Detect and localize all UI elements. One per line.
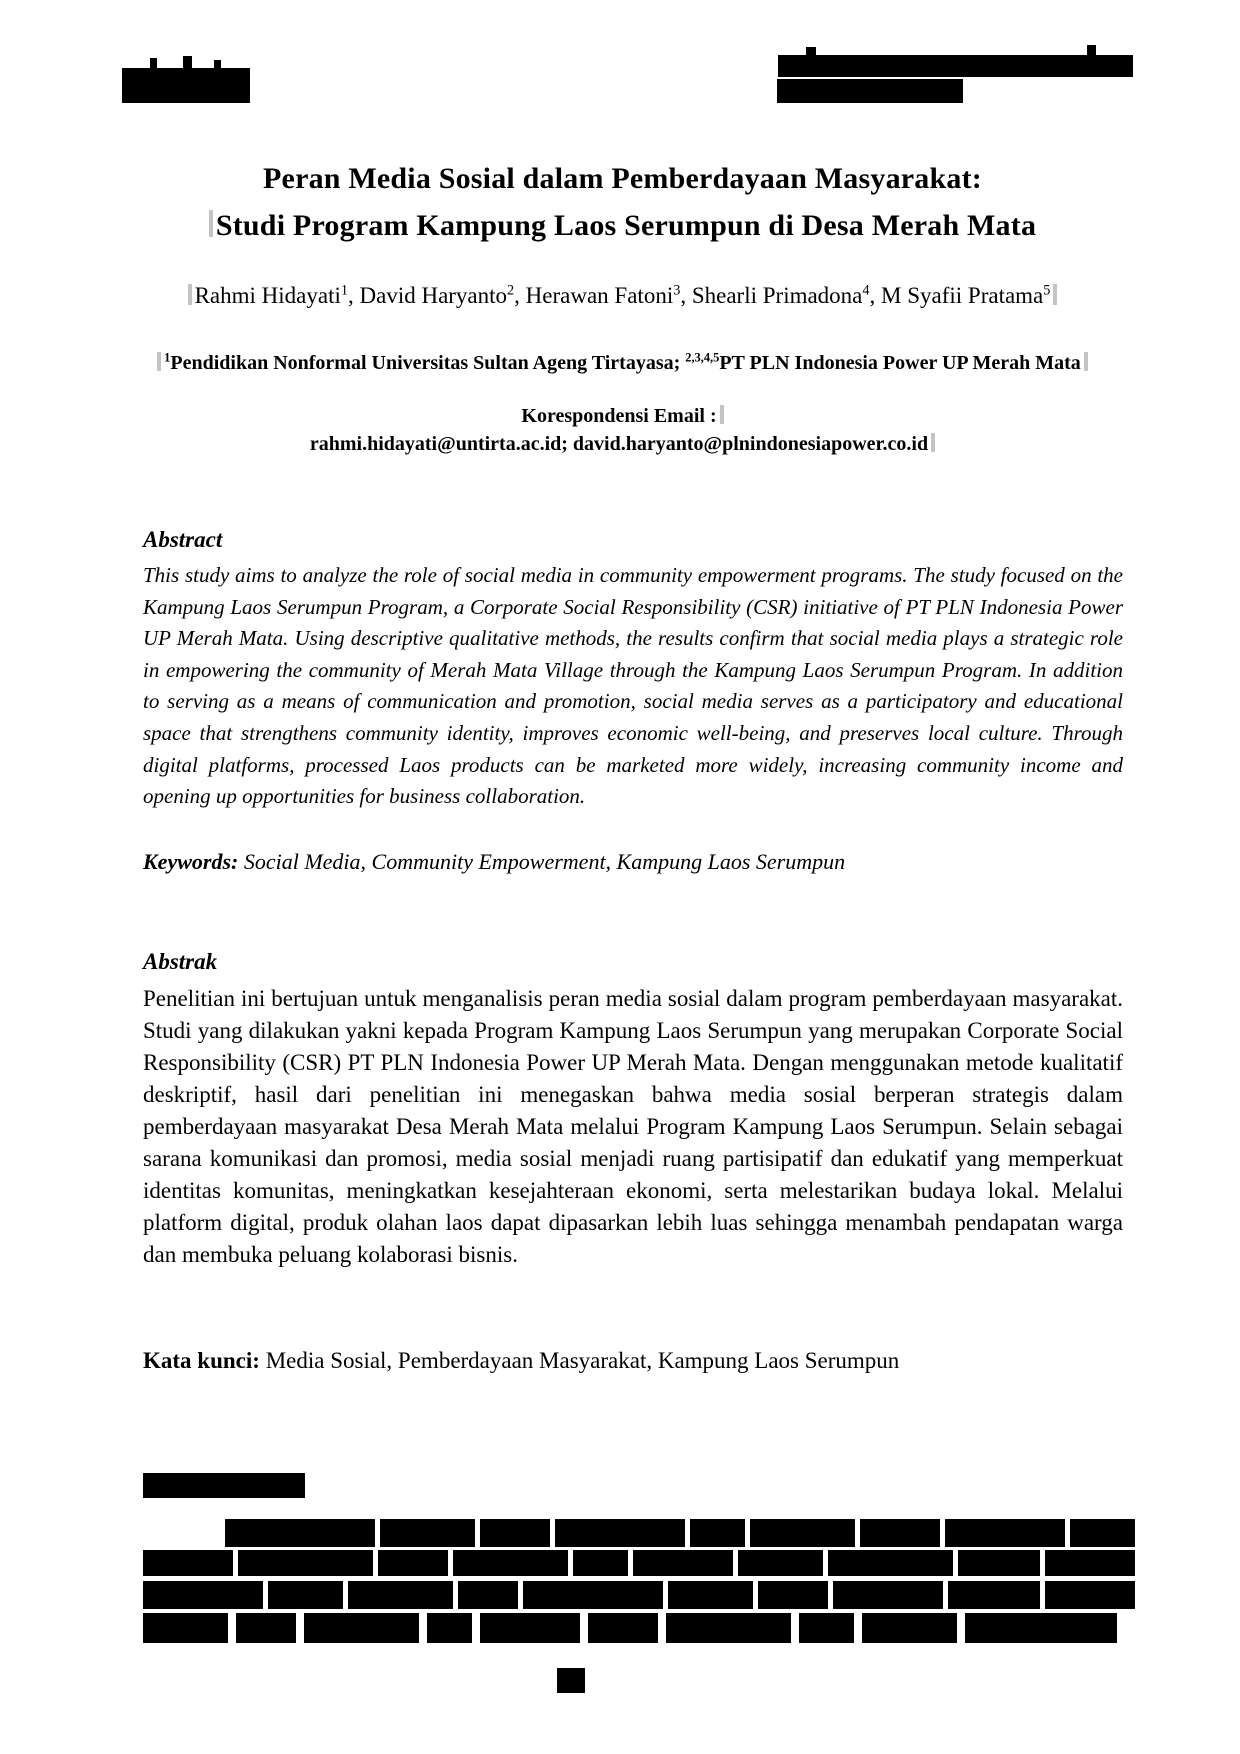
keywords-en-text: Social Media, Community Empowerment, Kampung Laos Serumpun xyxy=(238,849,846,874)
author: Rahmi Hidayati$^1$, xyxy=(194,282,354,308)
affiliation-superscript: 1 xyxy=(164,350,171,365)
redacted-masthead-line1 xyxy=(778,55,1133,77)
redacted-section-heading xyxy=(143,1473,305,1498)
keywords-en-line xyxy=(143,849,1123,875)
author: M Syafii Pratama$^5$ xyxy=(881,282,1051,308)
abstract-en-body: This study aims to analyze the role of social media in community empowerment programs. The study focused on the Kampung Laos Serumpun Program, a Corporate Social Responsibility (CSR) initiative of PT PLN Indonesia Power UP Merah Mata. Using descriptive qualitative methods, the results confirm that social media plays a strategic role in empowering the community of Merah Mata Village through the Kampung Laos Serumpun Program. In addition to serving as a means of communication and promotion, social media serves as a participatory and educational space that strengthens community identity, improves economic well-being, and preserves local culture. Through digital platforms, processed Laos products can be marketed more widely, increasing community income and opening up opportunities for business collaboration. xyxy=(143,563,1123,809)
authors-line xyxy=(130,278,1115,314)
redacted-logo xyxy=(122,68,250,103)
author-superscript: 2 xyxy=(507,282,515,299)
redacted-paragraph-line xyxy=(143,1613,1135,1643)
redacted-logo-fragment xyxy=(150,58,157,68)
keywords-en-label: Keywords: xyxy=(143,849,239,874)
author: Shearli Primadona$^4$, xyxy=(691,282,876,308)
redacted-masthead-line2 xyxy=(777,79,963,103)
redacted-masthead-fragment xyxy=(1087,45,1096,55)
correspondence-label: Korespondensi Email : xyxy=(130,405,1115,428)
affiliation-1: Pendidikan Nonformal Universitas Sultan Ageng Tirtayasa; xyxy=(170,352,686,374)
keywords-id-text: Media Sosial, Pemberdayaan Masyarakat, Kampung Laos Serumpun xyxy=(259,1348,900,1373)
abstract-en-heading: Abstract xyxy=(143,527,223,552)
paper-title-line1: Peran Media Sosial dalam Pemberdayaan Masyarakat: xyxy=(263,162,982,195)
author-superscript: 1 xyxy=(340,282,348,299)
keywords-id-line xyxy=(143,1348,1123,1374)
abstract-id-body: Penelitian ini bertujuan untuk menganalisis peran media sosial dalam program pemberdayaan masyarakat. Studi yang dilakukan yakni kepada Program Kampung Laos Serumpun yang merupakan Corporate Social Responsibility (CSR) PT PLN Indonesia Power UP Merah Mata. Dengan menggunakan metode kualitatif deskriptif, hasil dari penelitian ini menegaskan bahwa media sosial berperan strategis dalam pemberdayaan masyarakat Desa Merah Mata melalui Program Kampung Laos Serumpun. Selain sebagai sarana komunikasi dan promosi, media sosial menjadi ruang partisipatif dan edukatif yang memperkuat identitas komunitas, meningkatkan kesejahteraan ekonomi, serta melestarikan budaya lokal. Melalui platform digital, produk olahan laos dapat dipasarkan lebih luas sehingga menambah pendapatan warga dan membuka peluang kolaborasi bisnis. xyxy=(143,986,1123,1267)
correspondence-emails: rahmi.hidayati@untirta.ac.id; david.haryanto@plnindonesiapower.co.id xyxy=(130,433,1115,456)
affiliation-2: PT PLN Indonesia Power UP Merah Mata xyxy=(719,352,1081,374)
paper-title-line2 xyxy=(130,209,1115,243)
author-superscript: 5 xyxy=(1043,282,1051,299)
redacted-logo-fragment xyxy=(183,56,192,68)
redacted-paragraph-line xyxy=(225,1519,1135,1547)
paper-title-line2-text: Studi Program Kampung Laos Serumpun di Desa Merah Mata xyxy=(215,209,1037,242)
author-superscript: 4 xyxy=(862,282,870,299)
redacted-logo-fragment xyxy=(214,60,221,68)
redacted-masthead-fragment xyxy=(806,47,816,55)
affiliation-superscript: 2,3,4,5 xyxy=(685,350,720,365)
author: David Haryanto$^2$, xyxy=(359,282,520,308)
keywords-id-label: Kata kunci: xyxy=(143,1348,260,1373)
affiliation-line xyxy=(130,348,1115,379)
redacted-paragraph-line xyxy=(143,1550,1135,1576)
author: Herawan Fatoni$^3$, xyxy=(525,282,687,308)
author-superscript: 3 xyxy=(673,282,681,299)
abstract-id-heading: Abstrak xyxy=(143,949,218,974)
redacted-paragraph-line xyxy=(143,1581,1135,1609)
redacted-page-number xyxy=(557,1668,585,1693)
